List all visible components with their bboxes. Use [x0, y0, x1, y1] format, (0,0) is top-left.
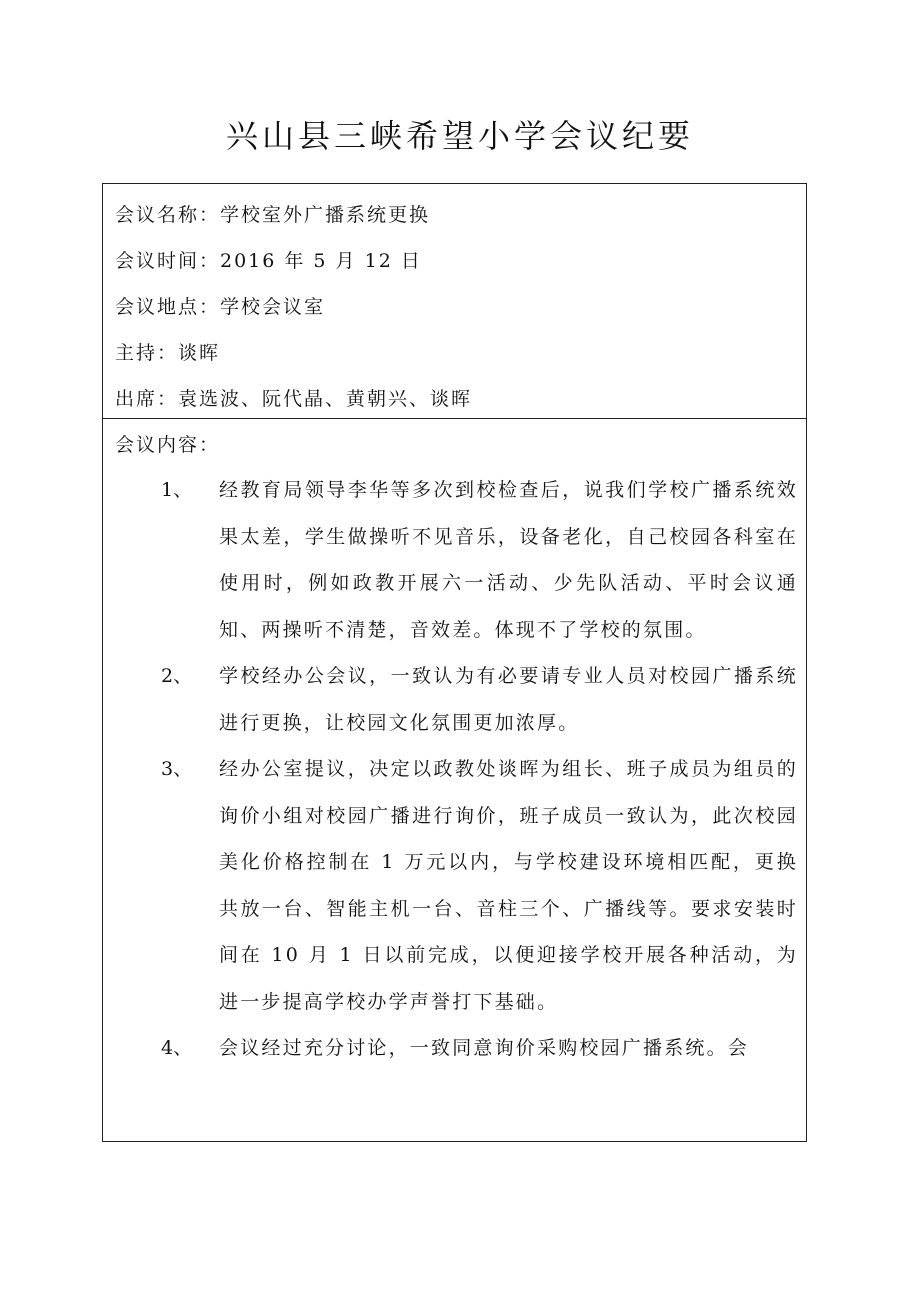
content-item [115, 467, 798, 653]
meeting-host: 主持：谈晖 [115, 342, 221, 364]
content-item [115, 746, 798, 1025]
content-item [115, 653, 798, 746]
item-number: 3、 [161, 758, 193, 780]
item-number: 1、 [161, 479, 193, 501]
item-number: 2、 [161, 665, 193, 687]
meeting-name: 会议名称：学校室外广播系统更换 [115, 204, 431, 226]
content-item [115, 1025, 798, 1072]
page-title: 兴山县三峡希望小学会议纪要 [225, 117, 694, 155]
item-text: 经教育局领导李华等多次到校检查后，说我们学校广播系统效果太差，学生做操听不见音乐，设备老化，自己校园各科室在使用时，例如政教开展六一活动、少先队活动、平时会议通知、两操听不清楚，音效差。体现不了学校的氛围。 [219, 479, 798, 641]
minutes-table [102, 183, 807, 1142]
meeting-time: 会议时间：2016 年 5 月 12 日 [115, 250, 422, 272]
meeting-place: 会议地点：学校会议室 [115, 296, 326, 318]
content-label: 会议内容： [115, 434, 221, 456]
meeting-info-section [103, 184, 806, 419]
item-text: 学校经办公会议，一致认为有必要请专业人员对校园广播系统进行更换，让校园文化氛围更加浓厚。 [219, 665, 798, 734]
item-text: 会议经过充分讨论，一致同意询价采购校园广播系统。会 [219, 1037, 750, 1059]
item-number: 4、 [161, 1037, 193, 1059]
item-text: 经办公室提议，决定以政教处谈晖为组长、班子成员为组员的询价小组对校园广播进行询价，班子成员一致认为，此次校园美化价格控制在 1 万元以内，与学校建设环境相匹配，更换共放一台、智能主机一台、音柱三个、广播线等。要求安装时间在 10 月 1 日以前完成，以便迎接学校开展各种活动，为进一步提高学校办学声誉打下基础。 [219, 758, 798, 1013]
meeting-attendees: 出席：袁选波、阮代晶、黄朝兴、谈晖 [115, 388, 473, 410]
meeting-content-section [103, 419, 806, 1141]
